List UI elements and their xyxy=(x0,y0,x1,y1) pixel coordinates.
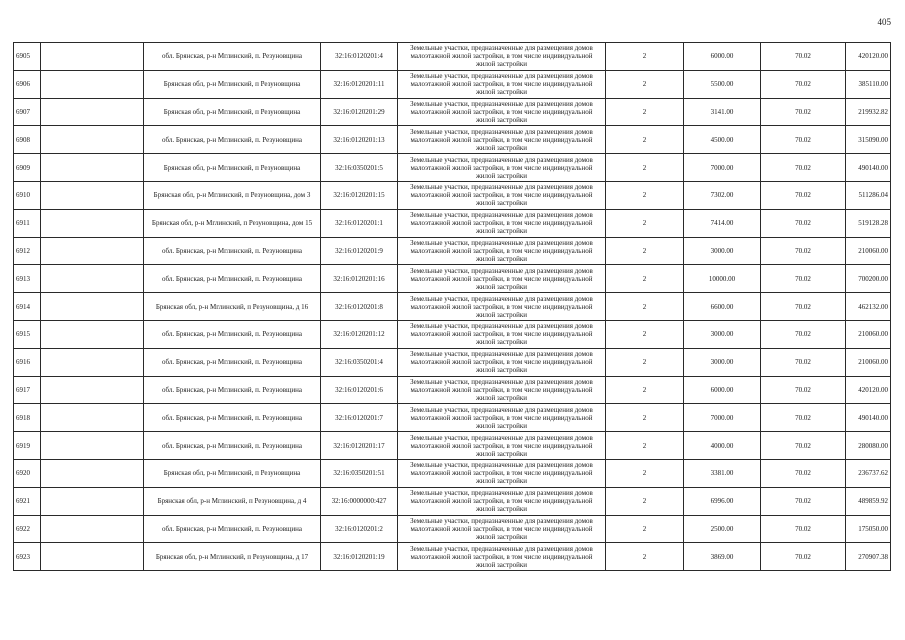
land-use-cell: Земельные участки, предназначенные для размещения домов малоэтажной жилой застройки, в том числе индивидуальной жилой застройки xyxy=(398,515,606,543)
cadastral-number-cell: 32:16:0120201:6 xyxy=(321,376,398,404)
rate-cell: 70.02 xyxy=(761,376,846,404)
address-cell: обл. Брянская, р-н Мглинский, п. Резуновщина xyxy=(144,237,321,265)
table-row xyxy=(14,348,891,376)
rate-cell: 70.02 xyxy=(761,515,846,543)
area-cell: 10000.00 xyxy=(684,265,761,293)
row-number-cell: 6910 xyxy=(14,181,41,209)
cadastral-value-cell: 490140.00 xyxy=(846,154,891,182)
cadastral-value-cell: 700200.00 xyxy=(846,265,891,293)
blank-cell xyxy=(41,181,144,209)
land-use-cell: Земельные участки, предназначенные для размещения домов малоэтажной жилой застройки, в том числе индивидуальной жилой застройки xyxy=(398,487,606,515)
cadastral-value-cell: 236737.62 xyxy=(846,459,891,487)
table-row xyxy=(14,154,891,182)
row-number-cell: 6915 xyxy=(14,320,41,348)
category-code-cell: 2 xyxy=(606,459,684,487)
cadastral-value-cell: 490140.00 xyxy=(846,404,891,432)
area-cell: 6996.00 xyxy=(684,487,761,515)
address-cell: обл. Брянская, р-н Мглинский, п. Резуновщина xyxy=(144,265,321,293)
land-use-cell: Земельные участки, предназначенные для размещения домов малоэтажной жилой застройки, в том числе индивидуальной жилой застройки xyxy=(398,543,606,571)
table-row xyxy=(14,265,891,293)
cadastral-number-cell: 32:16:0350201:4 xyxy=(321,348,398,376)
table-row xyxy=(14,459,891,487)
row-number-cell: 6917 xyxy=(14,376,41,404)
cadastral-value-cell: 210060.00 xyxy=(846,237,891,265)
cadastral-number-cell: 32:16:0120201:17 xyxy=(321,432,398,460)
row-number-cell: 6905 xyxy=(14,43,41,71)
land-use-cell: Земельные участки, предназначенные для размещения домов малоэтажной жилой застройки, в том числе индивидуальной жилой застройки xyxy=(398,376,606,404)
page-number: 405 xyxy=(877,17,891,27)
address-cell: Брянская обл, р-н Мглинский, п Резуновщина, дом 3 xyxy=(144,181,321,209)
area-cell: 4000.00 xyxy=(684,432,761,460)
land-use-cell: Земельные участки, предназначенные для размещения домов малоэтажной жилой застройки, в том числе индивидуальной жилой застройки xyxy=(398,265,606,293)
cadastral-number-cell: 32:16:0120201:2 xyxy=(321,515,398,543)
cadastral-number-cell: 32:16:0000000:427 xyxy=(321,487,398,515)
area-cell: 6000.00 xyxy=(684,376,761,404)
blank-cell xyxy=(41,515,144,543)
cadastral-number-cell: 32:16:0120201:13 xyxy=(321,126,398,154)
blank-cell xyxy=(41,98,144,126)
land-use-cell: Земельные участки, предназначенные для размещения домов малоэтажной жилой застройки, в том числе индивидуальной жилой застройки xyxy=(398,432,606,460)
row-number-cell: 6923 xyxy=(14,543,41,571)
category-code-cell: 2 xyxy=(606,209,684,237)
row-number-cell: 6918 xyxy=(14,404,41,432)
table-row xyxy=(14,181,891,209)
land-use-cell: Земельные участки, предназначенные для размещения домов малоэтажной жилой застройки, в том числе индивидуальной жилой застройки xyxy=(398,98,606,126)
address-cell: обл. Брянская, р-н Мглинский, п. Резуновщина xyxy=(144,43,321,71)
table-row xyxy=(14,293,891,321)
cadastral-number-cell: 32:16:0120201:7 xyxy=(321,404,398,432)
cadastral-number-cell: 32:16:0120201:16 xyxy=(321,265,398,293)
address-cell: обл. Брянская, р-н Мглинский, п. Резуновщина xyxy=(144,348,321,376)
category-code-cell: 2 xyxy=(606,98,684,126)
land-use-cell: Земельные участки, предназначенные для размещения домов малоэтажной жилой застройки, в том числе индивидуальной жилой застройки xyxy=(398,209,606,237)
category-code-cell: 2 xyxy=(606,293,684,321)
area-cell: 3000.00 xyxy=(684,320,761,348)
area-cell: 6000.00 xyxy=(684,43,761,71)
cadastral-number-cell: 32:16:0120201:9 xyxy=(321,237,398,265)
area-cell: 7414.00 xyxy=(684,209,761,237)
row-number-cell: 6912 xyxy=(14,237,41,265)
address-cell: Брянская обл, р-н Мглинский, п Резуновщина xyxy=(144,459,321,487)
area-cell: 7302.00 xyxy=(684,181,761,209)
land-use-cell: Земельные участки, предназначенные для размещения домов малоэтажной жилой застройки, в том числе индивидуальной жилой застройки xyxy=(398,293,606,321)
table-row xyxy=(14,543,891,571)
category-code-cell: 2 xyxy=(606,154,684,182)
cadastral-number-cell: 32:16:0350201:51 xyxy=(321,459,398,487)
blank-cell xyxy=(41,376,144,404)
land-use-cell: Земельные участки, предназначенные для размещения домов малоэтажной жилой застройки, в том числе индивидуальной жилой застройки xyxy=(398,154,606,182)
rate-cell: 70.02 xyxy=(761,98,846,126)
address-cell: обл. Брянская, р-н Мглинский, п. Резуновщина xyxy=(144,320,321,348)
category-code-cell: 2 xyxy=(606,404,684,432)
category-code-cell: 2 xyxy=(606,181,684,209)
cadastral-value-cell: 489859.92 xyxy=(846,487,891,515)
table-row xyxy=(14,432,891,460)
area-cell: 7000.00 xyxy=(684,154,761,182)
cadastral-number-cell: 32:16:0120201:11 xyxy=(321,70,398,98)
category-code-cell: 2 xyxy=(606,237,684,265)
row-number-cell: 6914 xyxy=(14,293,41,321)
row-number-cell: 6919 xyxy=(14,432,41,460)
category-code-cell: 2 xyxy=(606,265,684,293)
category-code-cell: 2 xyxy=(606,515,684,543)
rate-cell: 70.02 xyxy=(761,70,846,98)
address-cell: обл. Брянская, р-н Мглинский, п. Резуновщина xyxy=(144,515,321,543)
area-cell: 3000.00 xyxy=(684,348,761,376)
address-cell: Брянская обл, р-н Мглинский, п Резуновщина, дом 15 xyxy=(144,209,321,237)
cadastral-value-cell: 280080.00 xyxy=(846,432,891,460)
area-cell: 3869.00 xyxy=(684,543,761,571)
cadastral-value-cell: 175050.00 xyxy=(846,515,891,543)
blank-cell xyxy=(41,348,144,376)
category-code-cell: 2 xyxy=(606,376,684,404)
category-code-cell: 2 xyxy=(606,126,684,154)
rate-cell: 70.02 xyxy=(761,293,846,321)
rate-cell: 70.02 xyxy=(761,209,846,237)
cadastral-value-cell: 462132.00 xyxy=(846,293,891,321)
rate-cell: 70.02 xyxy=(761,404,846,432)
table-row xyxy=(14,209,891,237)
blank-cell xyxy=(41,265,144,293)
rate-cell: 70.02 xyxy=(761,487,846,515)
address-cell: Брянская обл, р-н Мглинский, п Резуновщина xyxy=(144,70,321,98)
category-code-cell: 2 xyxy=(606,43,684,71)
land-use-cell: Земельные участки, предназначенные для размещения домов малоэтажной жилой застройки, в том числе индивидуальной жилой застройки xyxy=(398,70,606,98)
blank-cell xyxy=(41,320,144,348)
row-number-cell: 6922 xyxy=(14,515,41,543)
row-number-cell: 6908 xyxy=(14,126,41,154)
cadastral-value-cell: 511286.04 xyxy=(846,181,891,209)
category-code-cell: 2 xyxy=(606,348,684,376)
address-cell: обл. Брянская, р-н Мглинский, п. Резуновщина xyxy=(144,404,321,432)
row-number-cell: 6909 xyxy=(14,154,41,182)
rate-cell: 70.02 xyxy=(761,181,846,209)
rate-cell: 70.02 xyxy=(761,543,846,571)
table-row xyxy=(14,98,891,126)
land-use-cell: Земельные участки, предназначенные для размещения домов малоэтажной жилой застройки, в том числе индивидуальной жилой застройки xyxy=(398,237,606,265)
area-cell: 7000.00 xyxy=(684,404,761,432)
address-cell: Брянская обл, р-н Мглинский, п Резуновщина, д 4 xyxy=(144,487,321,515)
blank-cell xyxy=(41,487,144,515)
table-row xyxy=(14,515,891,543)
rate-cell: 70.02 xyxy=(761,43,846,71)
row-number-cell: 6906 xyxy=(14,70,41,98)
blank-cell xyxy=(41,126,144,154)
cadastral-value-cell: 420120.00 xyxy=(846,376,891,404)
rate-cell: 70.02 xyxy=(761,432,846,460)
land-use-cell: Земельные участки, предназначенные для размещения домов малоэтажной жилой застройки, в том числе индивидуальной жилой застройки xyxy=(398,126,606,154)
table-row xyxy=(14,376,891,404)
cadastral-value-cell: 385110.00 xyxy=(846,70,891,98)
land-register-table xyxy=(13,42,891,571)
table-row xyxy=(14,43,891,71)
category-code-cell: 2 xyxy=(606,320,684,348)
cadastral-number-cell: 32:16:0120201:12 xyxy=(321,320,398,348)
area-cell: 4500.00 xyxy=(684,126,761,154)
blank-cell xyxy=(41,154,144,182)
row-number-cell: 6920 xyxy=(14,459,41,487)
land-use-cell: Земельные участки, предназначенные для размещения домов малоэтажной жилой застройки, в том числе индивидуальной жилой застройки xyxy=(398,181,606,209)
table-row xyxy=(14,404,891,432)
cadastral-number-cell: 32:16:0120201:4 xyxy=(321,43,398,71)
cadastral-value-cell: 420120.00 xyxy=(846,43,891,71)
cadastral-value-cell: 315090.00 xyxy=(846,126,891,154)
cadastral-value-cell: 519128.28 xyxy=(846,209,891,237)
blank-cell xyxy=(41,404,144,432)
address-cell: Брянская обл, р-н Мглинский, п Резуновщина, д 16 xyxy=(144,293,321,321)
rate-cell: 70.02 xyxy=(761,265,846,293)
land-use-cell: Земельные участки, предназначенные для размещения домов малоэтажной жилой застройки, в том числе индивидуальной жилой застройки xyxy=(398,459,606,487)
address-cell: Брянская обл, р-н Мглинский, п Резуновщина xyxy=(144,154,321,182)
blank-cell xyxy=(41,70,144,98)
rate-cell: 70.02 xyxy=(761,459,846,487)
table-row xyxy=(14,320,891,348)
table-row xyxy=(14,237,891,265)
category-code-cell: 2 xyxy=(606,70,684,98)
area-cell: 3381.00 xyxy=(684,459,761,487)
row-number-cell: 6916 xyxy=(14,348,41,376)
land-use-cell: Земельные участки, предназначенные для размещения домов малоэтажной жилой застройки, в том числе индивидуальной жилой застройки xyxy=(398,43,606,71)
blank-cell xyxy=(41,209,144,237)
cadastral-number-cell: 32:16:0120201:15 xyxy=(321,181,398,209)
blank-cell xyxy=(41,293,144,321)
category-code-cell: 2 xyxy=(606,543,684,571)
cadastral-value-cell: 210060.00 xyxy=(846,348,891,376)
blank-cell xyxy=(41,237,144,265)
cadastral-number-cell: 32:16:0120201:19 xyxy=(321,543,398,571)
cadastral-value-cell: 210060.00 xyxy=(846,320,891,348)
row-number-cell: 6913 xyxy=(14,265,41,293)
category-code-cell: 2 xyxy=(606,432,684,460)
address-cell: обл. Брянская, р-н Мглинский, п. Резуновщина xyxy=(144,376,321,404)
table-row xyxy=(14,126,891,154)
area-cell: 3000.00 xyxy=(684,237,761,265)
rate-cell: 70.02 xyxy=(761,348,846,376)
blank-cell xyxy=(41,43,144,71)
category-code-cell: 2 xyxy=(606,487,684,515)
row-number-cell: 6911 xyxy=(14,209,41,237)
rate-cell: 70.02 xyxy=(761,126,846,154)
row-number-cell: 6921 xyxy=(14,487,41,515)
blank-cell xyxy=(41,459,144,487)
blank-cell xyxy=(41,543,144,571)
row-number-cell: 6907 xyxy=(14,98,41,126)
cadastral-number-cell: 32:16:0120201:1 xyxy=(321,209,398,237)
cadastral-value-cell: 270907.38 xyxy=(846,543,891,571)
cadastral-number-cell: 32:16:0120201:8 xyxy=(321,293,398,321)
area-cell: 6600.00 xyxy=(684,293,761,321)
register-body xyxy=(14,43,891,571)
cadastral-number-cell: 32:16:0120201:29 xyxy=(321,98,398,126)
cadastral-value-cell: 219932.82 xyxy=(846,98,891,126)
cadastral-number-cell: 32:16:0350201:5 xyxy=(321,154,398,182)
address-cell: обл. Брянская, р-н Мглинский, п. Резуновщина xyxy=(144,432,321,460)
table-row xyxy=(14,70,891,98)
rate-cell: 70.02 xyxy=(761,237,846,265)
blank-cell xyxy=(41,432,144,460)
rate-cell: 70.02 xyxy=(761,154,846,182)
address-cell: обл. Брянская, р-н Мглинский, п. Резуновщина xyxy=(144,126,321,154)
area-cell: 3141.00 xyxy=(684,98,761,126)
rate-cell: 70.02 xyxy=(761,320,846,348)
table-row xyxy=(14,487,891,515)
area-cell: 2500.00 xyxy=(684,515,761,543)
area-cell: 5500.00 xyxy=(684,70,761,98)
address-cell: Брянская обл, р-н Мглинский, п Резуновщина, д 17 xyxy=(144,543,321,571)
land-use-cell: Земельные участки, предназначенные для размещения домов малоэтажной жилой застройки, в том числе индивидуальной жилой застройки xyxy=(398,348,606,376)
land-use-cell: Земельные участки, предназначенные для размещения домов малоэтажной жилой застройки, в том числе индивидуальной жилой застройки xyxy=(398,320,606,348)
land-use-cell: Земельные участки, предназначенные для размещения домов малоэтажной жилой застройки, в том числе индивидуальной жилой застройки xyxy=(398,404,606,432)
address-cell: Брянская обл, р-н Мглинский, п Резуновщина xyxy=(144,98,321,126)
